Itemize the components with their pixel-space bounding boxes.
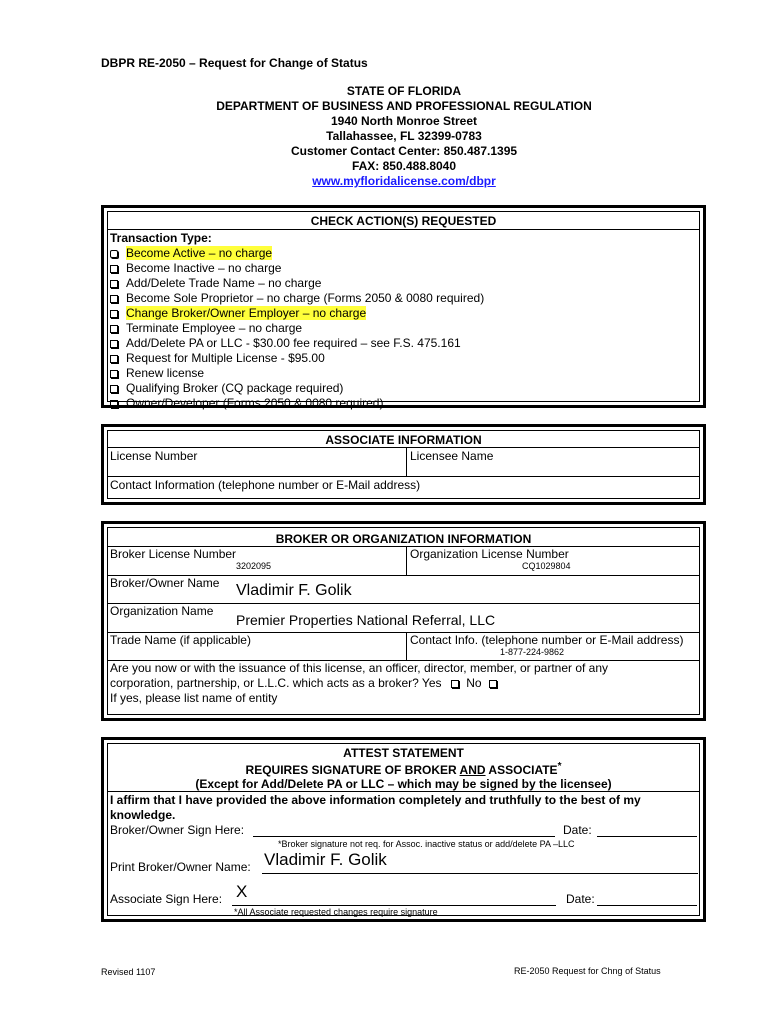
action-checkbox[interactable] [110, 310, 118, 318]
actions-section [101, 205, 706, 408]
broker-license-number-value: 3202095 [236, 561, 272, 571]
action-item[interactable] [110, 396, 383, 411]
no-checkbox[interactable] [489, 680, 497, 688]
action-label: Become Sole Proprietor – no charge (Forms 2050 & 0080 required) [126, 291, 485, 305]
action-checkbox[interactable] [110, 265, 118, 273]
no-label: No [466, 676, 482, 690]
action-item[interactable] [110, 381, 343, 396]
actions-title: CHECK ACTION(S) REQUESTED [310, 214, 497, 228]
broker-sign-label: Broker/Owner Sign Here: [110, 823, 245, 837]
associate-contact-label: Contact Information (telephone number or E-Mail address) [110, 478, 421, 492]
department-name: DEPARTMENT OF BUSINESS AND PROFESSIONAL REGULATION [216, 99, 592, 113]
attest-except-line: (Except for Add/Delete PA or LLC – which may be signed by the licensee) [195, 777, 612, 791]
attest-requires-line: REQUIRES SIGNATURE OF BROKER AND ASSOCIATE* [245, 761, 562, 777]
broker-date-line[interactable] [597, 836, 697, 837]
form-footer-name: RE-2050 Request for Chng of Status [514, 966, 661, 976]
action-item[interactable] [110, 351, 325, 366]
contact-center: Customer Contact Center: 850.487.1395 [290, 144, 518, 158]
broker-contact-label: Contact Info. (telephone number or E-Mail address) [410, 633, 684, 647]
action-label: Qualifying Broker (CQ package required) [126, 381, 344, 395]
action-checkbox[interactable] [110, 355, 118, 363]
action-item[interactable] [110, 276, 321, 291]
associate-date-line[interactable] [597, 905, 697, 906]
action-item[interactable] [110, 246, 272, 261]
org-license-number-value: CQ1029804 [522, 561, 571, 571]
broker-section [101, 521, 706, 721]
broker-owner-name-label: Broker/Owner Name [110, 576, 220, 590]
organization-name-label: Organization Name [110, 604, 214, 618]
associate-signature-value: X [236, 882, 248, 901]
broker-question-line2 [110, 676, 505, 690]
print-name-line[interactable] [262, 873, 698, 874]
action-label: Become Active – no charge [126, 246, 273, 260]
associate-date-label: Date: [566, 892, 595, 906]
action-label: Add/Delete PA or LLC - $30.00 fee required – see F.S. 475.161 [126, 336, 461, 350]
broker-title: BROKER OR ORGANIZATION INFORMATION [275, 532, 532, 546]
broker-signature-line[interactable] [253, 836, 555, 837]
revised-date: Revised 1107 [101, 967, 156, 977]
broker-question-line1: Are you now or with the issuance of this license, an officer, director, member, or partner of any [110, 661, 609, 675]
organization-name-value: Premier Properties National Referral, LLC [236, 612, 496, 628]
action-item[interactable] [110, 306, 366, 321]
document-title: DBPR RE-2050 – Request for Change of Status [101, 56, 368, 70]
associate-license-number-label: License Number [110, 449, 198, 463]
action-checkbox[interactable] [110, 325, 118, 333]
action-item[interactable] [110, 336, 461, 351]
action-checkbox[interactable] [110, 370, 118, 378]
broker-date-label: Date: [563, 823, 592, 837]
action-item[interactable] [110, 291, 484, 306]
attest-title: ATTEST STATEMENT [343, 746, 464, 760]
city-address: Tallahassee, FL 32399-0783 [326, 129, 482, 143]
associate-title: ASSOCIATE INFORMATION [325, 433, 482, 447]
street-address: 1940 North Monroe Street [330, 114, 478, 128]
action-item[interactable] [110, 321, 302, 336]
action-checkbox[interactable] [110, 280, 118, 288]
broker-license-number-label: Broker License Number [110, 547, 237, 561]
transaction-type-label: Transaction Type: [110, 231, 212, 245]
trade-name-label: Trade Name (if applicable) [110, 633, 251, 647]
action-checkbox[interactable] [110, 400, 118, 408]
fax-number: FAX: 850.488.8040 [351, 159, 457, 173]
associate-signature-note: *All Associate requested changes require signature [234, 907, 438, 917]
associate-signature-line[interactable] [232, 905, 556, 906]
action-label: Terminate Employee – no charge [126, 321, 303, 335]
attest-section [101, 737, 706, 922]
entity-name-label: If yes, please list name of entity [110, 691, 278, 705]
action-label: Change Broker/Owner Employer – no charge [126, 306, 367, 320]
affirm-line2: knowledge. [110, 808, 176, 822]
action-label: Renew license [126, 366, 205, 380]
print-name-value: Vladimir F. Golik [264, 850, 387, 869]
affirm-line1: I affirm that I have provided the above information completely and truthfully to the best of my [110, 793, 641, 807]
broker-question-text: corporation, partnership, or L.L.C. which acts as a broker? Yes [110, 676, 442, 690]
action-checkbox[interactable] [110, 250, 118, 258]
action-label: Add/Delete Trade Name – no charge [126, 276, 322, 290]
state-name: STATE OF FLORIDA [346, 84, 462, 98]
action-checkbox[interactable] [110, 385, 118, 393]
action-checkbox[interactable] [110, 340, 118, 348]
broker-signature-note: *Broker signature not req. for Assoc. inactive status or add/delete PA –LLC [278, 839, 575, 849]
broker-contact-value: 1-877-224-9862 [500, 647, 565, 657]
licensee-name-label: Licensee Name [410, 449, 494, 463]
associate-section [101, 424, 706, 505]
broker-owner-name-value: Vladimir F. Golik [236, 582, 352, 599]
org-license-number-label: Organization License Number [410, 547, 569, 561]
action-item[interactable] [110, 261, 281, 276]
print-name-label: Print Broker/Owner Name: [110, 860, 251, 874]
associate-sign-label: Associate Sign Here: [110, 892, 223, 906]
website-link[interactable]: www.myfloridalicense.com/dbpr [312, 174, 496, 188]
action-label: Owner/Developer (Forms 2050 & 0080 required) [126, 396, 384, 410]
action-checkbox[interactable] [110, 295, 118, 303]
action-label: Request for Multiple License - $95.00 [126, 351, 325, 365]
action-item[interactable] [110, 366, 204, 381]
yes-checkbox[interactable] [451, 680, 459, 688]
action-label: Become Inactive – no charge [126, 261, 282, 275]
agency-header [0, 84, 770, 189]
